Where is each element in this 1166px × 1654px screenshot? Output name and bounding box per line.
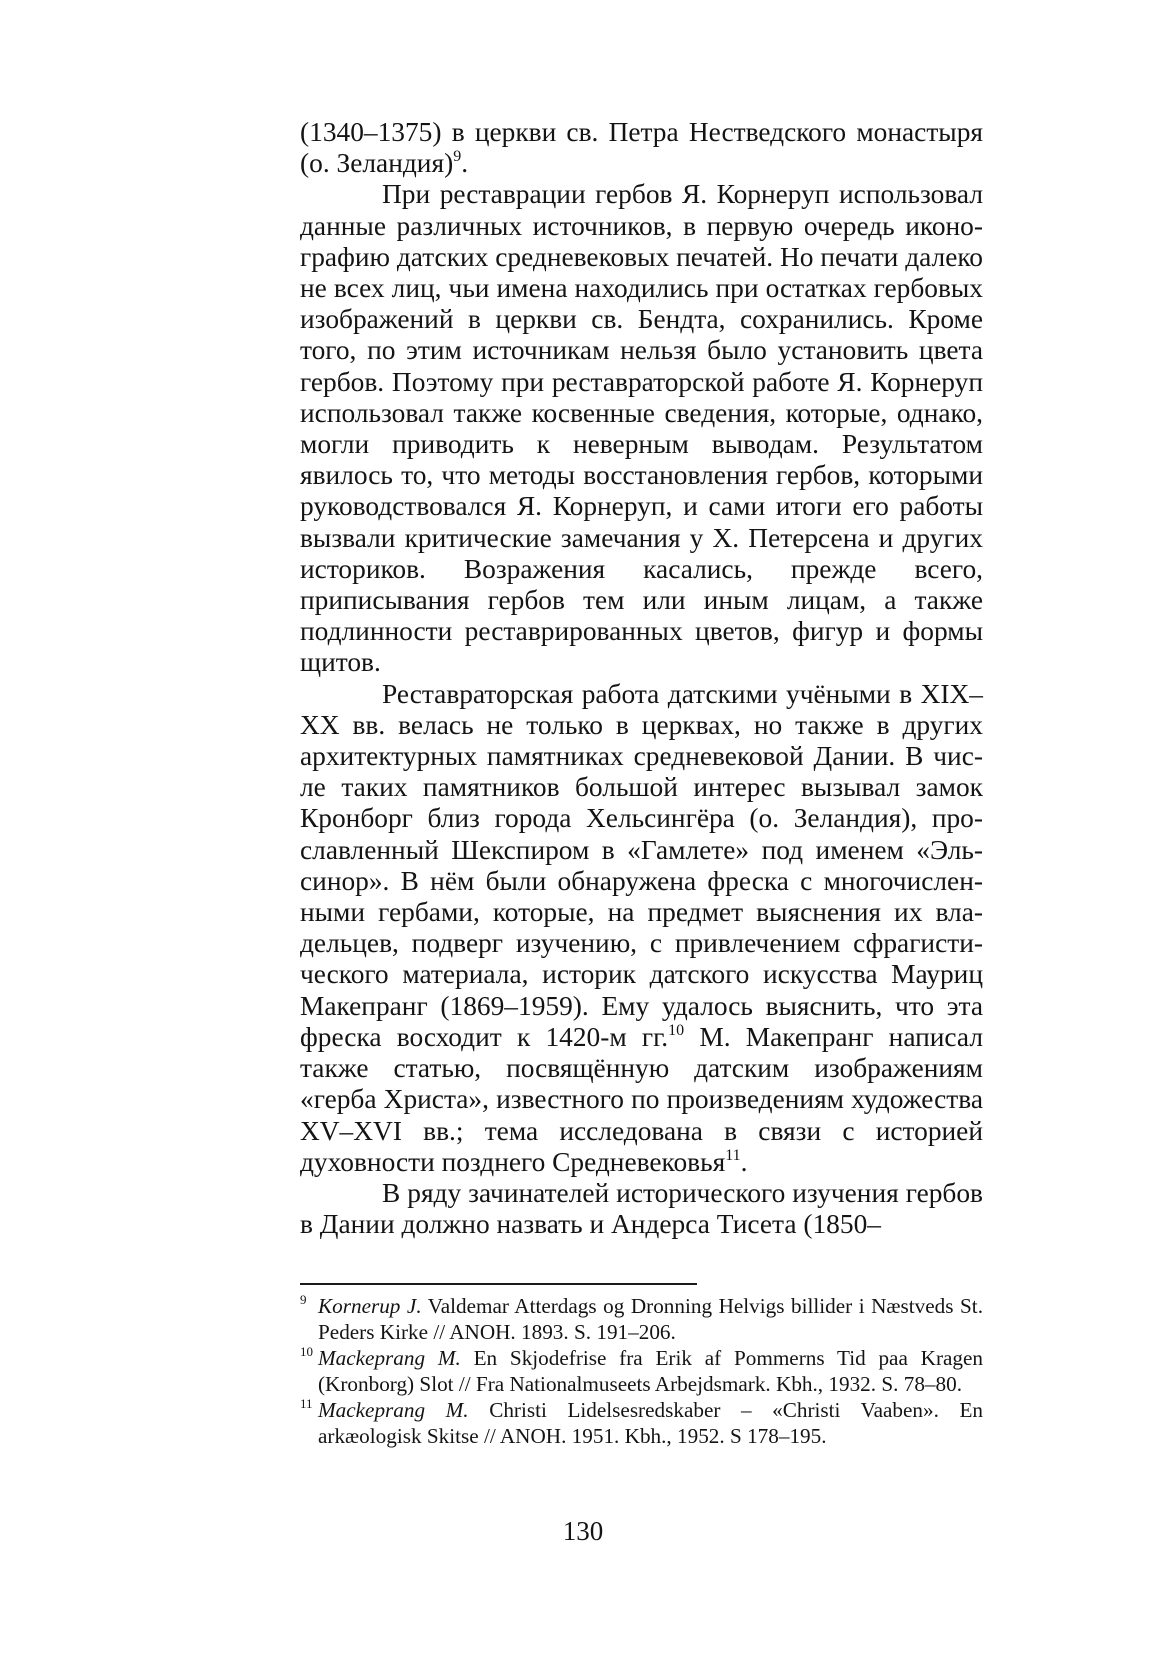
- main-text: [300, 117, 983, 1240]
- footnote-ref-10[interactable]: 10: [668, 1021, 685, 1039]
- paragraph-3-tail: .: [740, 1146, 748, 1177]
- footnote-ref-11[interactable]: 11: [725, 1146, 741, 1164]
- footnote-author: Mackeprang M.: [318, 1346, 461, 1370]
- footnote-10: 10 Mackeprang M. En Skjodefrise fra Erik af Pommerns Tid paa Kragen (Kronborg) Slot // Fra Nationalmuseets Arbejdsmark. Kbh., 1932. S. 78–80.: [300, 1344, 983, 1396]
- footnote-separator: [300, 1283, 697, 1285]
- paragraph-1-tail: .: [461, 148, 469, 179]
- paragraph-3-text-b: М. Макепранг написал также статью, посвящённую датским изображениям «герба Христа», известного по произведениям художества XV–XVI вв.; тема исследована в связи с историей духовности позднего Средневековья: [300, 1021, 983, 1177]
- paragraph-1: [300, 117, 983, 179]
- page-number: 130: [562, 1516, 604, 1546]
- footnote-9: 9 Kornerup J. Valdemar Atterdags og Dronning Helvigs billider i Næstveds St. Peders Kirke // ANOH. 1893. S. 191–206.: [300, 1292, 983, 1344]
- footnotes: [300, 1293, 983, 1449]
- footnote-ref-9[interactable]: 9: [453, 148, 462, 166]
- paragraph-2: При реставрации гербов Я. Корнеруп использовал данные различных источников, в первую очередь иконографию датских средневековых печатей. Но печати далеко не всех лиц, чьи имена находились при остатках гербовых изображений в церкви св. Бендта, сохранились. Кроме того, по этим источникам нельзя было установить цвета гербов. Поэтому при реставраторской работе Я. Корнеруп использовал также косвенные сведения, которые, однако, могли приводить к неверным выводам. Результатом явилось то, что методы восстановления гербов, которыми руководствовался Я. Корнеруп, и сами итоги его работы вызвали критические замечания у Х. Петерсена и других историков. Возражения касались, прежде всего, приписывания гербов тем или иным лицам, а также подлинности реставрированных цветов, фигур и формы щитов.: [300, 179, 983, 678]
- paragraph-3: [300, 679, 983, 1178]
- paragraph-1-text: (1340–1375) в церкви св. Петра Нестведского монастыря (о. Зеландия): [300, 117, 983, 179]
- footnote-author: Kornerup J.: [318, 1294, 422, 1318]
- footnote-author: Mackeprang M.: [318, 1398, 469, 1422]
- footnote-text: En Skjodefrise fra Erik af Pommerns Tid paa Kragen (Kronborg) Slot // Fra Nationalmuseets Arbejdsmark. Kbh., 1932. S. 78–80.: [318, 1346, 983, 1396]
- paragraph-4: В ряду зачинателей исторического изучения гербов в Дании должно назвать и Андерса Тисета (1850–: [300, 1177, 983, 1240]
- footnote-11: 11 Mackeprang M. Christi Lidelsesredskaber – «Christi Vaaben». En arkæologisk Skitse // ANOH. 1951. Kbh., 1952. S 178–195.: [300, 1396, 983, 1448]
- footnote-text: Valdemar Atterdags og Dronning Helvigs billider i Næstveds St. Peders Kirke // ANOH. 1893. S. 191–206.: [318, 1294, 983, 1344]
- paragraph-3-text-a: Реставраторская работа датскими учёными в XIX–XX вв. велась не только в церквах, но также в других архитектурных памятниках средневековой Дании. В числе таких памятников большой интерес вызывал замок Кронборг близ города Хельсингёра (о. Зеландия), прославленный Шекспиром в «Гамлете» под именем «Эльсинор». В нём были обнаружена фреска с многочисленными гербами, которые, на предмет выяснения их владельцев, подверг изучению, с привлечением сфрагистического материала, историк датского искусства Мауриц Макепранг (1869–1959). Ему удалось выяснить, что эта фреска восходит к 1420-м гг.: [300, 678, 983, 1052]
- footnote-text: Christi Lidelsesredskaber – «Christi Vaaben». En arkæologisk Skitse // ANOH. 1951. Kbh., 1952. S 178–195.: [318, 1398, 983, 1448]
